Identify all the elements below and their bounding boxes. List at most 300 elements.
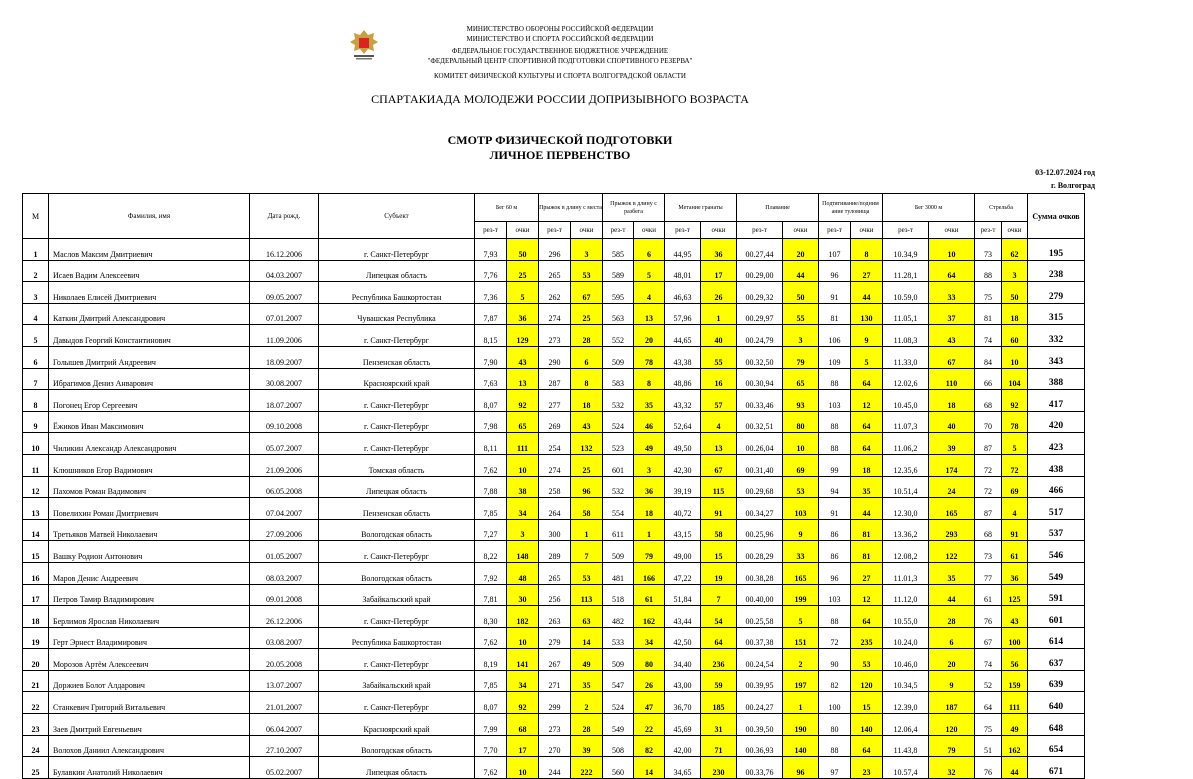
event-header-run3000: Бег 3000 м bbox=[883, 194, 975, 222]
event-points-cell: 64 bbox=[851, 606, 883, 628]
place-cell: 10 bbox=[23, 433, 49, 455]
event-points-cell: 1 bbox=[783, 692, 819, 714]
event-subtitle-2: ЛИЧНОЕ ПЕРВЕНСТВО bbox=[489, 148, 631, 162]
event-points-cell: 6 bbox=[929, 627, 975, 649]
event-result-cell: 7,70 bbox=[475, 735, 507, 757]
total-points-cell: 279 bbox=[1028, 282, 1085, 304]
place-cell: 25 bbox=[23, 757, 49, 779]
event-points-cell: 63 bbox=[571, 606, 603, 628]
event-points-cell: 34 bbox=[634, 627, 665, 649]
event-points-cell: 50 bbox=[507, 239, 539, 261]
event-points-cell: 91 bbox=[701, 498, 737, 520]
org-line-3: ФЕДЕРАЛЬНОЕ ГОСУДАРСТВЕННОЕ БЮДЖЕТНОЕ УЧРЕЖДЕНИЕ bbox=[451, 47, 669, 55]
event-points-cell: 78 bbox=[1002, 411, 1028, 433]
event-points-cell: 5 bbox=[851, 346, 883, 368]
table-row bbox=[23, 260, 1085, 282]
event-result-cell: 583 bbox=[603, 368, 634, 390]
event-result-cell: 00.27,44 bbox=[737, 239, 783, 261]
event-result-cell: 7,81 bbox=[475, 584, 507, 606]
place-cell: 18 bbox=[23, 606, 49, 628]
event-result-cell: 51 bbox=[975, 735, 1002, 757]
event-result-cell: 552 bbox=[603, 325, 634, 347]
event-result-cell: 509 bbox=[603, 346, 634, 368]
event-result-cell: 49,50 bbox=[665, 433, 701, 455]
event-points-cell: 235 bbox=[851, 627, 883, 649]
event-points-cell: 69 bbox=[783, 454, 819, 476]
table-row bbox=[23, 411, 1085, 433]
event-result-cell: 547 bbox=[603, 670, 634, 692]
dob-cell: 13.07.2007 bbox=[250, 670, 319, 692]
event-points-cell: 24 bbox=[929, 476, 975, 498]
event-result-cell: 94 bbox=[819, 476, 851, 498]
event-result-cell: 262 bbox=[539, 282, 571, 304]
event-result-cell: 270 bbox=[539, 735, 571, 757]
event-result-cell: 7,62 bbox=[475, 627, 507, 649]
place-cell: 16 bbox=[23, 562, 49, 584]
col-place-header: М bbox=[23, 194, 49, 239]
event-result-cell: 7,93 bbox=[475, 239, 507, 261]
region-cell: г. Санкт-Петербург bbox=[319, 390, 475, 412]
event-result-cell: 300 bbox=[539, 519, 571, 541]
total-points-cell: 238 bbox=[1028, 260, 1085, 282]
event-points-cell: 110 bbox=[929, 368, 975, 390]
event-result-cell: 7,62 bbox=[475, 757, 507, 779]
event-points-cell: 7 bbox=[571, 541, 603, 563]
event-points-cell: 162 bbox=[1002, 735, 1028, 757]
sub-header-result: рез-т bbox=[975, 222, 1002, 239]
event-points-cell: 13 bbox=[701, 433, 737, 455]
event-result-cell: 44,95 bbox=[665, 239, 701, 261]
event-points-cell: 49 bbox=[1002, 714, 1028, 736]
event-result-cell: 265 bbox=[539, 260, 571, 282]
event-points-cell: 190 bbox=[783, 714, 819, 736]
event-result-cell: 7,88 bbox=[475, 476, 507, 498]
event-result-cell: 109 bbox=[819, 346, 851, 368]
event-points-cell: 120 bbox=[851, 670, 883, 692]
event-result-cell: 8,15 bbox=[475, 325, 507, 347]
event-points-cell: 1 bbox=[571, 519, 603, 541]
event-result-cell: 00.29,32 bbox=[737, 282, 783, 304]
athlete-name-cell: Голышев Дмитрий Андреевич bbox=[49, 346, 250, 368]
event-result-cell: 34,65 bbox=[665, 757, 701, 779]
event-points-cell: 31 bbox=[701, 714, 737, 736]
event-points-cell: 148 bbox=[507, 541, 539, 563]
event-points-cell: 125 bbox=[1002, 584, 1028, 606]
event-points-cell: 28 bbox=[929, 606, 975, 628]
event-points-cell: 55 bbox=[783, 303, 819, 325]
place-cell: 8 bbox=[23, 390, 49, 412]
athlete-name-cell: Станкевич Григорий Витальевич bbox=[49, 692, 250, 714]
region-cell: Вологодская область bbox=[319, 562, 475, 584]
date-location bbox=[1035, 166, 1095, 192]
event-result-cell: 7,85 bbox=[475, 498, 507, 520]
event-result-cell: 533 bbox=[603, 627, 634, 649]
event-result-cell: 91 bbox=[819, 498, 851, 520]
event-points-cell: 165 bbox=[929, 498, 975, 520]
event-points-cell: 8 bbox=[571, 368, 603, 390]
event-points-cell: 162 bbox=[634, 606, 665, 628]
event-points-cell: 22 bbox=[634, 714, 665, 736]
event-result-cell: 88 bbox=[975, 260, 1002, 282]
event-points-cell: 65 bbox=[507, 411, 539, 433]
athlete-name-cell: Ёжиков Иван Максимович bbox=[49, 411, 250, 433]
place-cell: 14 bbox=[23, 519, 49, 541]
dob-cell: 11.09.2006 bbox=[250, 325, 319, 347]
event-points-cell: 79 bbox=[634, 541, 665, 563]
event-result-cell: 10.34,9 bbox=[883, 239, 929, 261]
event-result-cell: 42,50 bbox=[665, 627, 701, 649]
event-header-run60: Бег 60 м bbox=[475, 194, 539, 222]
event-points-cell: 44 bbox=[929, 584, 975, 606]
total-points-cell: 438 bbox=[1028, 454, 1085, 476]
event-city: г. Волгоград bbox=[1050, 181, 1095, 190]
event-subtitle-1: СМОТР ФИЗИЧЕСКОЙ ПОДГОТОВКИ bbox=[447, 133, 673, 147]
event-result-cell: 00.39,50 bbox=[737, 714, 783, 736]
place-cell: 15 bbox=[23, 541, 49, 563]
event-points-cell: 49 bbox=[634, 433, 665, 455]
event-points-cell: 140 bbox=[851, 714, 883, 736]
event-result-cell: 256 bbox=[539, 584, 571, 606]
dob-cell: 04.03.2007 bbox=[250, 260, 319, 282]
region-cell: г. Санкт-Петербург bbox=[319, 325, 475, 347]
event-points-cell: 96 bbox=[783, 757, 819, 779]
event-points-cell: 20 bbox=[783, 239, 819, 261]
region-cell: Забайкальский край bbox=[319, 670, 475, 692]
event-result-cell: 11.12,0 bbox=[883, 584, 929, 606]
athlete-name-cell: Вашку Родион Антонович bbox=[49, 541, 250, 563]
org-line-5: КОМИТЕТ ФИЗИЧЕСКОЙ КУЛЬТУРЫ И СПОРТА ВОЛГОГРАДСКОЙ ОБЛАСТИ bbox=[434, 72, 686, 80]
event-result-cell: 52,64 bbox=[665, 411, 701, 433]
event-result-cell: 61 bbox=[975, 584, 1002, 606]
col-dob-header: Дата рожд. bbox=[250, 194, 319, 239]
event-points-cell: 16 bbox=[701, 368, 737, 390]
event-result-cell: 549 bbox=[603, 714, 634, 736]
event-result-cell: 263 bbox=[539, 606, 571, 628]
region-cell: Республика Башкортостан bbox=[319, 282, 475, 304]
event-result-cell: 11.08,3 bbox=[883, 325, 929, 347]
event-points-cell: 130 bbox=[851, 303, 883, 325]
event-points-cell: 4 bbox=[1002, 498, 1028, 520]
event-points-cell: 43 bbox=[1002, 606, 1028, 628]
event-result-cell: 97 bbox=[819, 757, 851, 779]
event-points-cell: 80 bbox=[783, 411, 819, 433]
event-header-swimming: Плавание bbox=[737, 194, 819, 222]
event-result-cell: 11.01,3 bbox=[883, 562, 929, 584]
place-cell: 17 bbox=[23, 584, 49, 606]
event-result-cell: 8,07 bbox=[475, 390, 507, 412]
event-points-cell: 18 bbox=[929, 390, 975, 412]
event-points-cell: 25 bbox=[571, 303, 603, 325]
event-result-cell: 532 bbox=[603, 476, 634, 498]
event-points-cell: 159 bbox=[1002, 670, 1028, 692]
event-result-cell: 296 bbox=[539, 239, 571, 261]
results-table bbox=[22, 193, 1085, 779]
event-points-cell: 56 bbox=[1002, 649, 1028, 671]
event-points-cell: 103 bbox=[783, 498, 819, 520]
event-result-cell: 100 bbox=[819, 692, 851, 714]
event-points-cell: 23 bbox=[851, 757, 883, 779]
event-result-cell: 51,84 bbox=[665, 584, 701, 606]
event-result-cell: 00.39,95 bbox=[737, 670, 783, 692]
athlete-name-cell: Каткин Дмитрий Александрович bbox=[49, 303, 250, 325]
table-row bbox=[23, 541, 1085, 563]
table-row bbox=[23, 498, 1085, 520]
event-result-cell: 254 bbox=[539, 433, 571, 455]
event-points-cell: 34 bbox=[507, 670, 539, 692]
event-points-cell: 64 bbox=[851, 411, 883, 433]
place-cell: 20 bbox=[23, 649, 49, 671]
event-points-cell: 59 bbox=[701, 670, 737, 692]
event-result-cell: 12.39,0 bbox=[883, 692, 929, 714]
table-row bbox=[23, 476, 1085, 498]
event-result-cell: 12.35,6 bbox=[883, 454, 929, 476]
event-result-cell: 560 bbox=[603, 757, 634, 779]
table-row bbox=[23, 368, 1085, 390]
event-result-cell: 42,30 bbox=[665, 454, 701, 476]
event-result-cell: 277 bbox=[539, 390, 571, 412]
event-points-cell: 293 bbox=[929, 519, 975, 541]
event-points-cell: 67 bbox=[929, 346, 975, 368]
event-points-cell: 115 bbox=[701, 476, 737, 498]
table-row bbox=[23, 390, 1085, 412]
event-points-cell: 34 bbox=[507, 498, 539, 520]
region-cell: Вологодская область bbox=[319, 519, 475, 541]
event-points-cell: 4 bbox=[634, 282, 665, 304]
event-points-cell: 12 bbox=[851, 390, 883, 412]
event-points-cell: 187 bbox=[929, 692, 975, 714]
table-row bbox=[23, 584, 1085, 606]
event-result-cell: 00.32,50 bbox=[737, 346, 783, 368]
dob-cell: 07.01.2007 bbox=[250, 303, 319, 325]
athlete-name-cell: Доржиев Болот Алдарович bbox=[49, 670, 250, 692]
total-points-cell: 549 bbox=[1028, 562, 1085, 584]
event-result-cell: 7,36 bbox=[475, 282, 507, 304]
event-result-cell: 77 bbox=[975, 562, 1002, 584]
event-points-cell: 38 bbox=[507, 476, 539, 498]
event-points-cell: 8 bbox=[634, 368, 665, 390]
event-result-cell: 75 bbox=[975, 714, 1002, 736]
region-cell: г. Санкт-Петербург bbox=[319, 649, 475, 671]
total-points-cell: 466 bbox=[1028, 476, 1085, 498]
event-points-cell: 230 bbox=[701, 757, 737, 779]
event-points-cell: 44 bbox=[1002, 757, 1028, 779]
event-points-cell: 18 bbox=[851, 454, 883, 476]
table-row bbox=[23, 325, 1085, 347]
event-result-cell: 00.28,29 bbox=[737, 541, 783, 563]
event-points-cell: 43 bbox=[929, 325, 975, 347]
event-result-cell: 12.06,4 bbox=[883, 714, 929, 736]
athlete-name-cell: Волохов Даниил Александрович bbox=[49, 735, 250, 757]
event-result-cell: 11.28,1 bbox=[883, 260, 929, 282]
sub-header-result: рез-т bbox=[603, 222, 634, 239]
event-result-cell: 00.40,00 bbox=[737, 584, 783, 606]
table-row bbox=[23, 627, 1085, 649]
event-points-cell: 100 bbox=[1002, 627, 1028, 649]
event-result-cell: 523 bbox=[603, 433, 634, 455]
dob-cell: 20.05.2008 bbox=[250, 649, 319, 671]
table-row bbox=[23, 562, 1085, 584]
event-points-cell: 10 bbox=[507, 454, 539, 476]
total-points-cell: 639 bbox=[1028, 670, 1085, 692]
total-points-cell: 648 bbox=[1028, 714, 1085, 736]
sub-header-result: рез-т bbox=[819, 222, 851, 239]
event-result-cell: 00.36,93 bbox=[737, 735, 783, 757]
event-points-cell: 197 bbox=[783, 670, 819, 692]
total-points-cell: 417 bbox=[1028, 390, 1085, 412]
event-result-cell: 70 bbox=[975, 411, 1002, 433]
event-result-cell: 00.26,04 bbox=[737, 433, 783, 455]
event-points-cell: 7 bbox=[701, 584, 737, 606]
event-result-cell: 12.02,6 bbox=[883, 368, 929, 390]
event-result-cell: 11.43,8 bbox=[883, 735, 929, 757]
event-result-cell: 00.31,40 bbox=[737, 454, 783, 476]
event-result-cell: 524 bbox=[603, 411, 634, 433]
event-header-pullups: Подтягивание/подним ание туловища bbox=[819, 194, 883, 222]
event-points-cell: 111 bbox=[1002, 692, 1028, 714]
sub-header-result: рез-т bbox=[475, 222, 507, 239]
event-points-cell: 15 bbox=[851, 692, 883, 714]
event-result-cell: 589 bbox=[603, 260, 634, 282]
event-points-cell: 151 bbox=[783, 627, 819, 649]
event-result-cell: 64 bbox=[975, 692, 1002, 714]
event-points-cell: 48 bbox=[507, 562, 539, 584]
athlete-name-cell: Клюшников Егор Вадимович bbox=[49, 454, 250, 476]
event-result-cell: 273 bbox=[539, 325, 571, 347]
event-points-cell: 80 bbox=[634, 649, 665, 671]
event-result-cell: 82 bbox=[819, 670, 851, 692]
event-result-cell: 11.05,1 bbox=[883, 303, 929, 325]
event-points-cell: 44 bbox=[851, 498, 883, 520]
event-result-cell: 49,00 bbox=[665, 541, 701, 563]
region-cell: г. Санкт-Петербург bbox=[319, 239, 475, 261]
event-points-cell: 182 bbox=[507, 606, 539, 628]
event-points-cell: 174 bbox=[929, 454, 975, 476]
event-points-cell: 35 bbox=[929, 562, 975, 584]
table-row bbox=[23, 606, 1085, 628]
region-cell: г. Санкт-Петербург bbox=[319, 692, 475, 714]
place-cell: 4 bbox=[23, 303, 49, 325]
dob-cell: 05.02.2007 bbox=[250, 757, 319, 779]
event-result-cell: 10.55,0 bbox=[883, 606, 929, 628]
event-points-cell: 36 bbox=[701, 239, 737, 261]
event-result-cell: 90 bbox=[819, 649, 851, 671]
event-points-cell: 65 bbox=[783, 368, 819, 390]
event-points-cell: 40 bbox=[929, 411, 975, 433]
region-cell: Пензенская область bbox=[319, 498, 475, 520]
event-points-cell: 61 bbox=[634, 584, 665, 606]
event-points-cell: 39 bbox=[929, 433, 975, 455]
event-points-cell: 5 bbox=[1002, 433, 1028, 455]
col-total-header: Сумма очков bbox=[1028, 194, 1085, 239]
event-points-cell: 43 bbox=[507, 346, 539, 368]
event-result-cell: 611 bbox=[603, 519, 634, 541]
event-result-cell: 7,63 bbox=[475, 368, 507, 390]
place-cell: 11 bbox=[23, 454, 49, 476]
dob-cell: 08.03.2007 bbox=[250, 562, 319, 584]
event-points-cell: 40 bbox=[701, 325, 737, 347]
event-result-cell: 86 bbox=[819, 519, 851, 541]
event-points-cell: 64 bbox=[851, 433, 883, 455]
total-points-cell: 388 bbox=[1028, 368, 1085, 390]
event-points-cell: 67 bbox=[701, 454, 737, 476]
table-row bbox=[23, 519, 1085, 541]
dob-cell: 07.04.2007 bbox=[250, 498, 319, 520]
table-row bbox=[23, 735, 1085, 757]
event-result-cell: 10.51,4 bbox=[883, 476, 929, 498]
event-result-cell: 42,00 bbox=[665, 735, 701, 757]
event-result-cell: 271 bbox=[539, 670, 571, 692]
event-result-cell: 00.33,76 bbox=[737, 757, 783, 779]
event-result-cell: 88 bbox=[819, 606, 851, 628]
event-result-cell: 7,76 bbox=[475, 260, 507, 282]
athlete-name-cell: Пахомов Роман Вадимович bbox=[49, 476, 250, 498]
dob-cell: 03.08.2007 bbox=[250, 627, 319, 649]
event-header-grenade: Метание гранаты bbox=[665, 194, 737, 222]
event-points-cell: 140 bbox=[783, 735, 819, 757]
table-row bbox=[23, 670, 1085, 692]
event-points-cell: 6 bbox=[634, 239, 665, 261]
event-result-cell: 43,15 bbox=[665, 519, 701, 541]
event-points-cell: 43 bbox=[571, 411, 603, 433]
region-cell: г. Санкт-Петербург bbox=[319, 541, 475, 563]
event-points-cell: 9 bbox=[929, 670, 975, 692]
event-result-cell: 10.24,0 bbox=[883, 627, 929, 649]
event-result-cell: 43,38 bbox=[665, 346, 701, 368]
event-points-cell: 53 bbox=[571, 562, 603, 584]
event-result-cell: 7,92 bbox=[475, 562, 507, 584]
region-cell: Липецкая область bbox=[319, 757, 475, 779]
event-result-cell: 88 bbox=[819, 735, 851, 757]
event-points-cell: 13 bbox=[634, 303, 665, 325]
event-points-cell: 64 bbox=[851, 368, 883, 390]
place-cell: 22 bbox=[23, 692, 49, 714]
org-line-2: МИНИСТЕРСТВО И СПОРТА РОССИЙСКОЙ ФЕДЕРАЦИИ bbox=[466, 35, 654, 43]
event-result-cell: 103 bbox=[819, 390, 851, 412]
event-points-cell: 92 bbox=[507, 692, 539, 714]
event-header-shooting: Стрельба bbox=[975, 194, 1028, 222]
sub-header-result: рез-т bbox=[883, 222, 929, 239]
event-points-cell: 129 bbox=[507, 325, 539, 347]
event-result-cell: 52 bbox=[975, 670, 1002, 692]
event-points-cell: 15 bbox=[701, 541, 737, 563]
event-points-cell: 28 bbox=[571, 325, 603, 347]
event-result-cell: 258 bbox=[539, 476, 571, 498]
event-points-cell: 3 bbox=[634, 454, 665, 476]
event-points-cell: 61 bbox=[1002, 541, 1028, 563]
event-result-cell: 7,27 bbox=[475, 519, 507, 541]
event-points-cell: 113 bbox=[571, 584, 603, 606]
event-points-cell: 19 bbox=[701, 562, 737, 584]
event-points-cell: 236 bbox=[701, 649, 737, 671]
event-points-cell: 8 bbox=[851, 239, 883, 261]
event-result-cell: 12.08,2 bbox=[883, 541, 929, 563]
event-points-cell: 58 bbox=[571, 498, 603, 520]
event-points-cell: 10 bbox=[783, 433, 819, 455]
sub-header-result: рез-т bbox=[665, 222, 701, 239]
dob-cell: 06.04.2007 bbox=[250, 714, 319, 736]
event-result-cell: 66 bbox=[975, 368, 1002, 390]
event-result-cell: 88 bbox=[819, 411, 851, 433]
total-points-cell: 654 bbox=[1028, 735, 1085, 757]
event-result-cell: 67 bbox=[975, 627, 1002, 649]
dob-cell: 26.12.2006 bbox=[250, 606, 319, 628]
dob-cell: 09.01.2008 bbox=[250, 584, 319, 606]
event-points-cell: 92 bbox=[1002, 390, 1028, 412]
event-result-cell: 40,72 bbox=[665, 498, 701, 520]
event-result-cell: 264 bbox=[539, 498, 571, 520]
event-result-cell: 76 bbox=[975, 606, 1002, 628]
place-cell: 23 bbox=[23, 714, 49, 736]
